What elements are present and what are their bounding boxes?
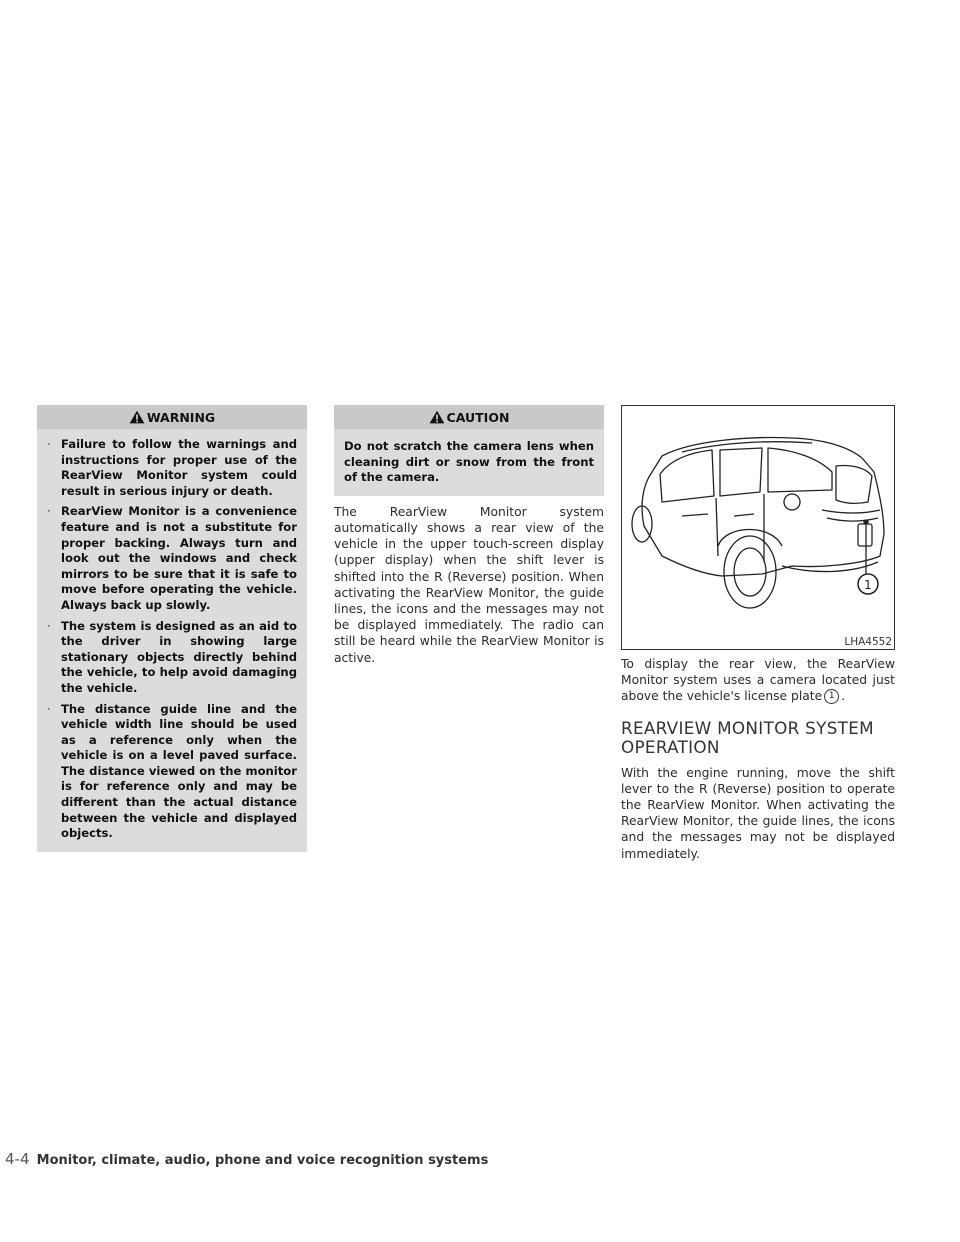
warning-item-text: RearView Monitor is a convenience feature and is not a substitute for proper backing. Always turn and look out the windows and check mirrors to be sure that it is safe to move before operating the vehicle. Always back up slowly. [61, 504, 297, 612]
page-number: 4-4 [5, 1150, 30, 1168]
figure-code: LHA4552 [844, 636, 892, 648]
warning-item [47, 504, 297, 613]
section-paragraph: With the engine running, move the shift lever to the R (Reverse) position to operate the RearView Monitor. When activating the RearView Monitor, the guide lines, the icons and the messages may not be displayed immediately. [621, 765, 895, 861]
warning-box [37, 405, 307, 852]
warning-title: WARNING [146, 409, 216, 425]
warning-column [37, 405, 307, 852]
section-heading: REARVIEW MONITOR SYSTEM OPERATION [621, 717, 874, 757]
caution-column [334, 405, 604, 666]
warning-item [47, 437, 297, 499]
footer-section-title: Monitor, climate, audio, phone and voice recognition systems [36, 1153, 489, 1168]
warning-body [37, 429, 307, 852]
figure-callout-number: 1 [864, 578, 872, 592]
intro-paragraph: The RearView Monitor system automatically shows a rear view of the vehicle in the upper touch-screen display (upper display) when the shift lever is shifted into the R (Reverse) position. When activating the RearView Monitor, the guide lines, the icons and the messages may not be displayed immediately. The radio can still be heard while the RearView Monitor is active. [334, 504, 604, 665]
camera-text: To display the rear view, the RearView Monitor system uses a camera located just above the vehicle's license plate [621, 657, 895, 704]
vehicle-illustration [622, 406, 893, 648]
warning-item-text: Failure to follow the warnings and instructions for proper use of the RearView Monitor system could result in serious injury or death. [61, 437, 297, 498]
bullet: · [47, 504, 51, 519]
camera-text-end: . [841, 689, 846, 704]
caution-title: CAUTION [446, 409, 510, 425]
caution-triangle-icon [429, 410, 445, 424]
warning-item-text: The system is designed as an aid to the driver in showing large stationary objects directly behind the vehicle, to help avoid damaging the vehicle. [61, 618, 297, 695]
warning-header [37, 405, 307, 429]
callout-ref-icon: 1 [824, 689, 839, 704]
caution-box [334, 405, 604, 496]
bullet: · [47, 701, 51, 716]
caution-header [334, 405, 604, 429]
right-column [621, 405, 895, 862]
vehicle-rear-figure [621, 405, 895, 650]
warning-item [47, 702, 297, 842]
camera-paragraph [621, 656, 895, 705]
warning-item-text: The distance guide line and the vehicle width line should be used as a reference only when the vehicle is on a level paved surface. The distance viewed on the monitor is for reference only and may be different than the actual distance between the vehicle and displayed objects. [61, 701, 297, 841]
warning-item [47, 619, 297, 697]
caution-body: Do not scratch the camera lens when cleaning dirt or snow from the front of the camera. [344, 439, 594, 485]
warning-triangle-icon [129, 410, 145, 424]
page-footer [5, 1150, 488, 1168]
bullet: · [47, 437, 51, 451]
bullet: · [47, 618, 51, 633]
